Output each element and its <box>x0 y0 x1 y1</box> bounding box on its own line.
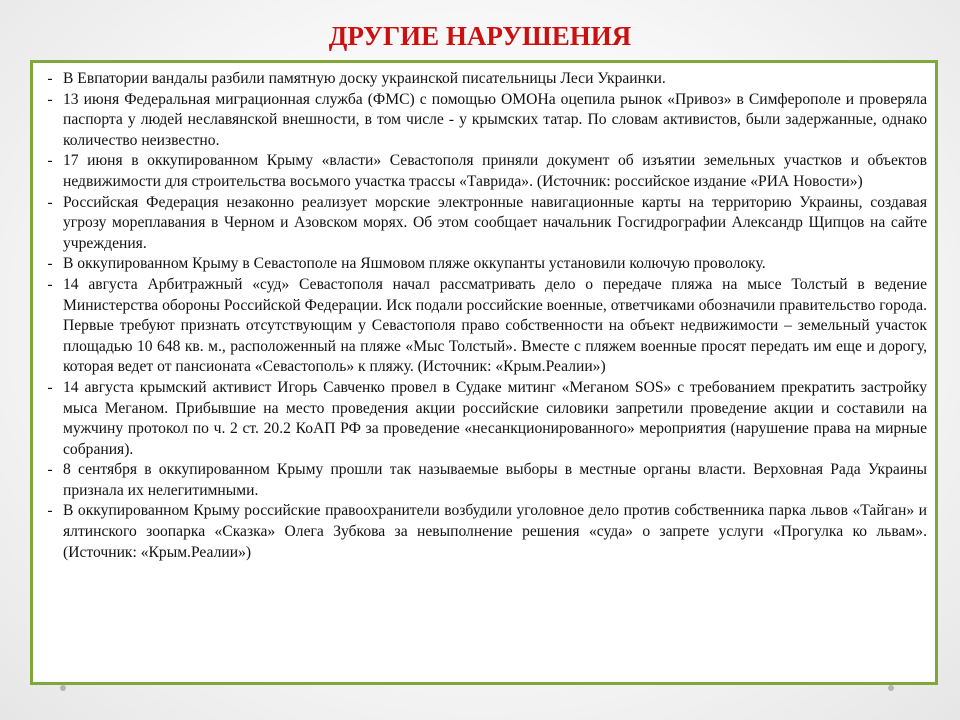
list-item <box>41 378 927 460</box>
list-item-text: В Евпатории вандалы разбили памятную доску украинской писательницы Леси Украинки. <box>63 70 666 87</box>
bullet-dash: - <box>47 90 53 108</box>
list-item-text: В оккупированном Крыму в Севастополе на Яшмовом пляже оккупанты установили колючую проволоку. <box>63 255 766 273</box>
list-item <box>41 275 927 378</box>
bullet-dash: - <box>47 152 53 170</box>
slide-title: ДРУГИЕ НАРУШЕНИЯ <box>328 21 632 51</box>
list-item <box>41 460 927 501</box>
bullet-dash: - <box>47 275 53 293</box>
list-item <box>41 254 927 275</box>
list-item <box>41 193 927 255</box>
list-item-text: 14 августа крымский активист Игорь Савченко провел в Судаке митинг «Меганом SOS» с требованием прекратить застройку мыса Меганом. Прибывшие на место проведения акции российские силовики запретили проведение акции и составили на мужчину протокол по ч. 2 ст. 20.2 КоАП РФ за проведение «несанкционированного» мероприятия (нарушение права на мирные собрания). <box>63 378 927 458</box>
list-item-text: В оккупированном Крыму российские правоохранители возбудили уголовное дело против собственника парка львов «Тайган» и ялтинского зоопарка «Сказка» Олега Зубкова за невыполнение решения «суда» о запрете услуги «Прогулка ко львам». (Источник: «Крым.Реалии») <box>63 502 927 561</box>
bullet-dash: - <box>47 255 53 273</box>
content-box <box>30 60 938 685</box>
bullet-dash: - <box>47 193 53 211</box>
bullet-dash: - <box>47 378 53 396</box>
list-item <box>41 69 927 90</box>
list-item-text: Российская Федерация незаконно реализует морские электронные навигационные карты на территорию Украины, создавая угрозу мореплавания в Черном и Азовском морях. Об этом сообщает начальник Госгидрографии Александр Щипцов на сайте учреждения. <box>63 193 927 252</box>
bullet-dash: - <box>47 502 53 520</box>
decorative-dot-right <box>888 685 894 691</box>
list-item-text: 14 августа Арбитражный «суд» Севастополя начал рассматривать дело о передаче пляжа на мысе Толстый в ведение Министерства обороны Российской Федерации. Иск подали российские военные, ответчиками обозначили правительство города. Первые требуют признать отсутствующим у Севастополя право собственности на объект недвижимости – земельный участок площадью 10 648 кв. м., расположенный на пляже «Мыс Толстый». Вместе с пляжем военные просят передать им еще и дорогу, которая ведет от пансионата «Севастополь» к пляжу. (Источник: «Крым.Реалии») <box>63 275 927 376</box>
bullet-dash: - <box>47 70 53 87</box>
list-item <box>41 90 927 152</box>
list-item <box>41 151 927 192</box>
bullet-dash: - <box>47 461 53 479</box>
list-item-text: 8 сентября в оккупированном Крыму прошли так называемые выборы в местные органы власти. Верховная Рада Украины признала их нелегитимными. <box>63 461 927 499</box>
list-item-text: 17 июня в оккупированном Крыму «власти» Севастополя приняли документ об изъятии земельных участков и объектов недвижимости для строительства восьмого участка трассы «Таврида». (Источник: российское издание «РИА Новости») <box>63 152 927 190</box>
decorative-dot-left <box>60 685 66 691</box>
list-item-text: 13 июня Федеральная миграционная служба (ФМС) с помощью ОМОНа оцепила рынок «Привоз» в Симферополе и проверяла паспорта у людей неславянской внешности, в том числе - у крымских татар. По словам активистов, были задержанные, однако количество неизвестно. <box>63 90 927 149</box>
violations-list <box>41 69 927 563</box>
list-item <box>41 501 927 563</box>
